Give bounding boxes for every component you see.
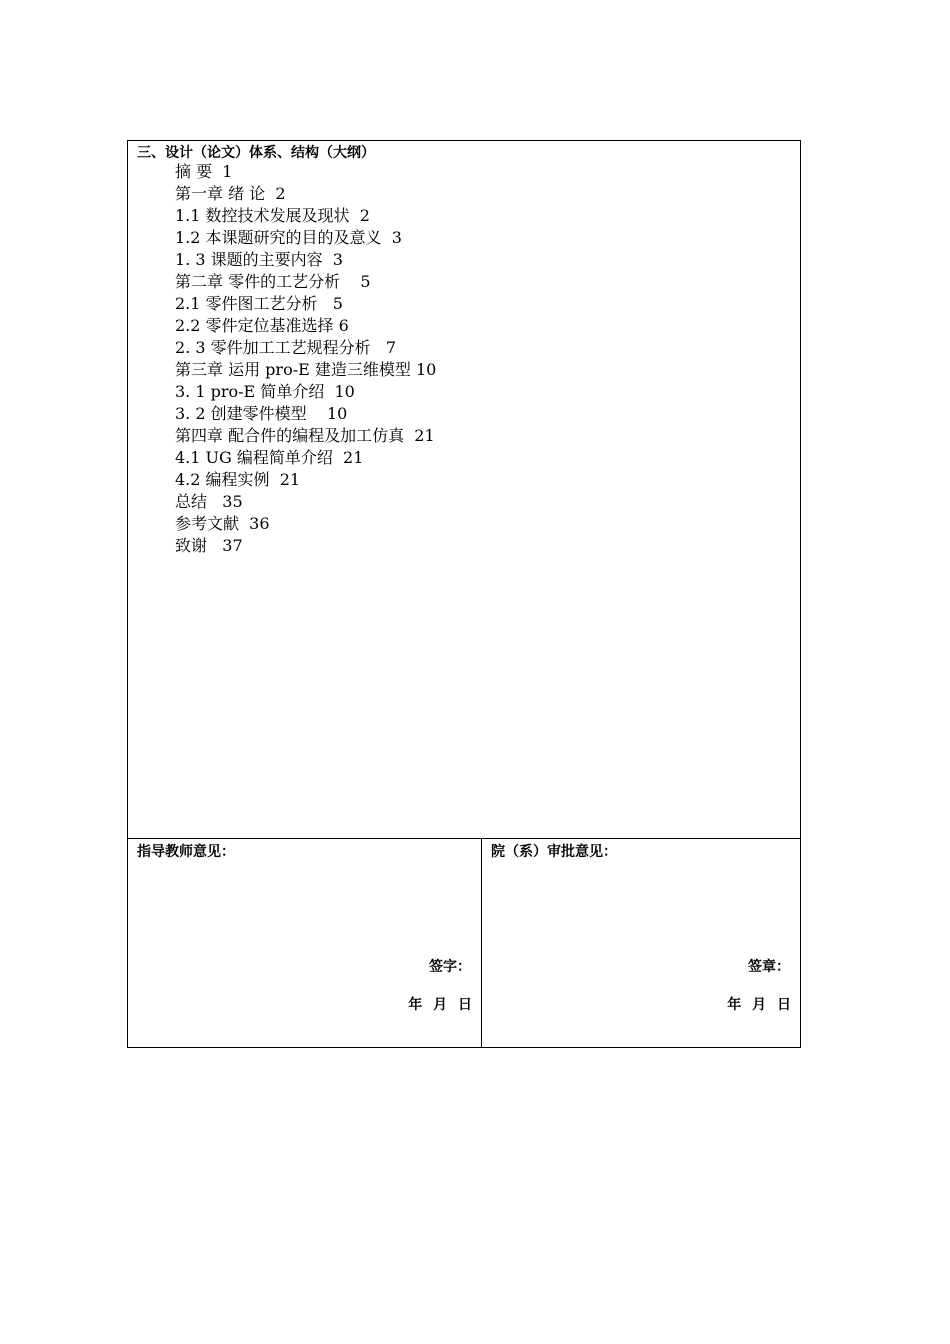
- department-approval-label: 院（系）审批意见：: [491, 844, 617, 860]
- department-date-line: 年 月 日: [727, 997, 791, 1013]
- toc-item: 摘 要 1: [175, 162, 233, 181]
- outline-heading: 三、设计（论文）体系、结构（大纲）: [137, 145, 375, 161]
- toc-item: 2. 3 零件加工工艺规程分析 7: [175, 338, 397, 357]
- outline-cell: [128, 141, 800, 839]
- toc-item: 第四章 配合件的编程及加工仿真 21: [175, 426, 435, 445]
- toc-item: 1.1 数控技术发展及现状 2: [175, 206, 370, 225]
- advisor-opinion-label: 指导教师意见：: [137, 844, 235, 860]
- toc-item: 4.2 编程实例 21: [175, 470, 301, 489]
- department-seal-label: 签章：: [748, 959, 790, 975]
- toc-item: 4.1 UG 编程简单介绍 21: [175, 448, 364, 467]
- toc-item: 第二章 零件的工艺分析 5: [175, 272, 371, 291]
- advisor-date-line: 年 月 日: [408, 997, 472, 1013]
- department-approval-cell: [482, 839, 800, 1047]
- review-form-table: [127, 140, 801, 1048]
- opinion-row: [128, 839, 800, 1047]
- toc-item: 第三章 运用 pro-E 建造三维模型 10: [175, 360, 437, 379]
- advisor-signature-label: 签字：: [429, 959, 471, 975]
- toc-item: 1.2 本课题研究的目的及意义 3: [175, 228, 402, 247]
- toc-item: 总结 35: [175, 492, 243, 511]
- toc-item: 致谢 37: [175, 536, 243, 555]
- toc-item: 1. 3 课题的主要内容 3: [175, 250, 343, 269]
- toc-item: 第一章 绪 论 2: [175, 184, 286, 203]
- toc-item: 参考文献 36: [175, 514, 270, 533]
- toc-item: 2.1 零件图工艺分析 5: [175, 294, 343, 313]
- table-of-contents: [175, 161, 436, 557]
- advisor-opinion-cell: [128, 839, 482, 1047]
- toc-item: 2.2 零件定位基准选择 6: [175, 316, 349, 335]
- toc-item: 3. 2 创建零件模型 10: [175, 404, 348, 423]
- toc-item: 3. 1 pro-E 简单介绍 10: [175, 382, 355, 401]
